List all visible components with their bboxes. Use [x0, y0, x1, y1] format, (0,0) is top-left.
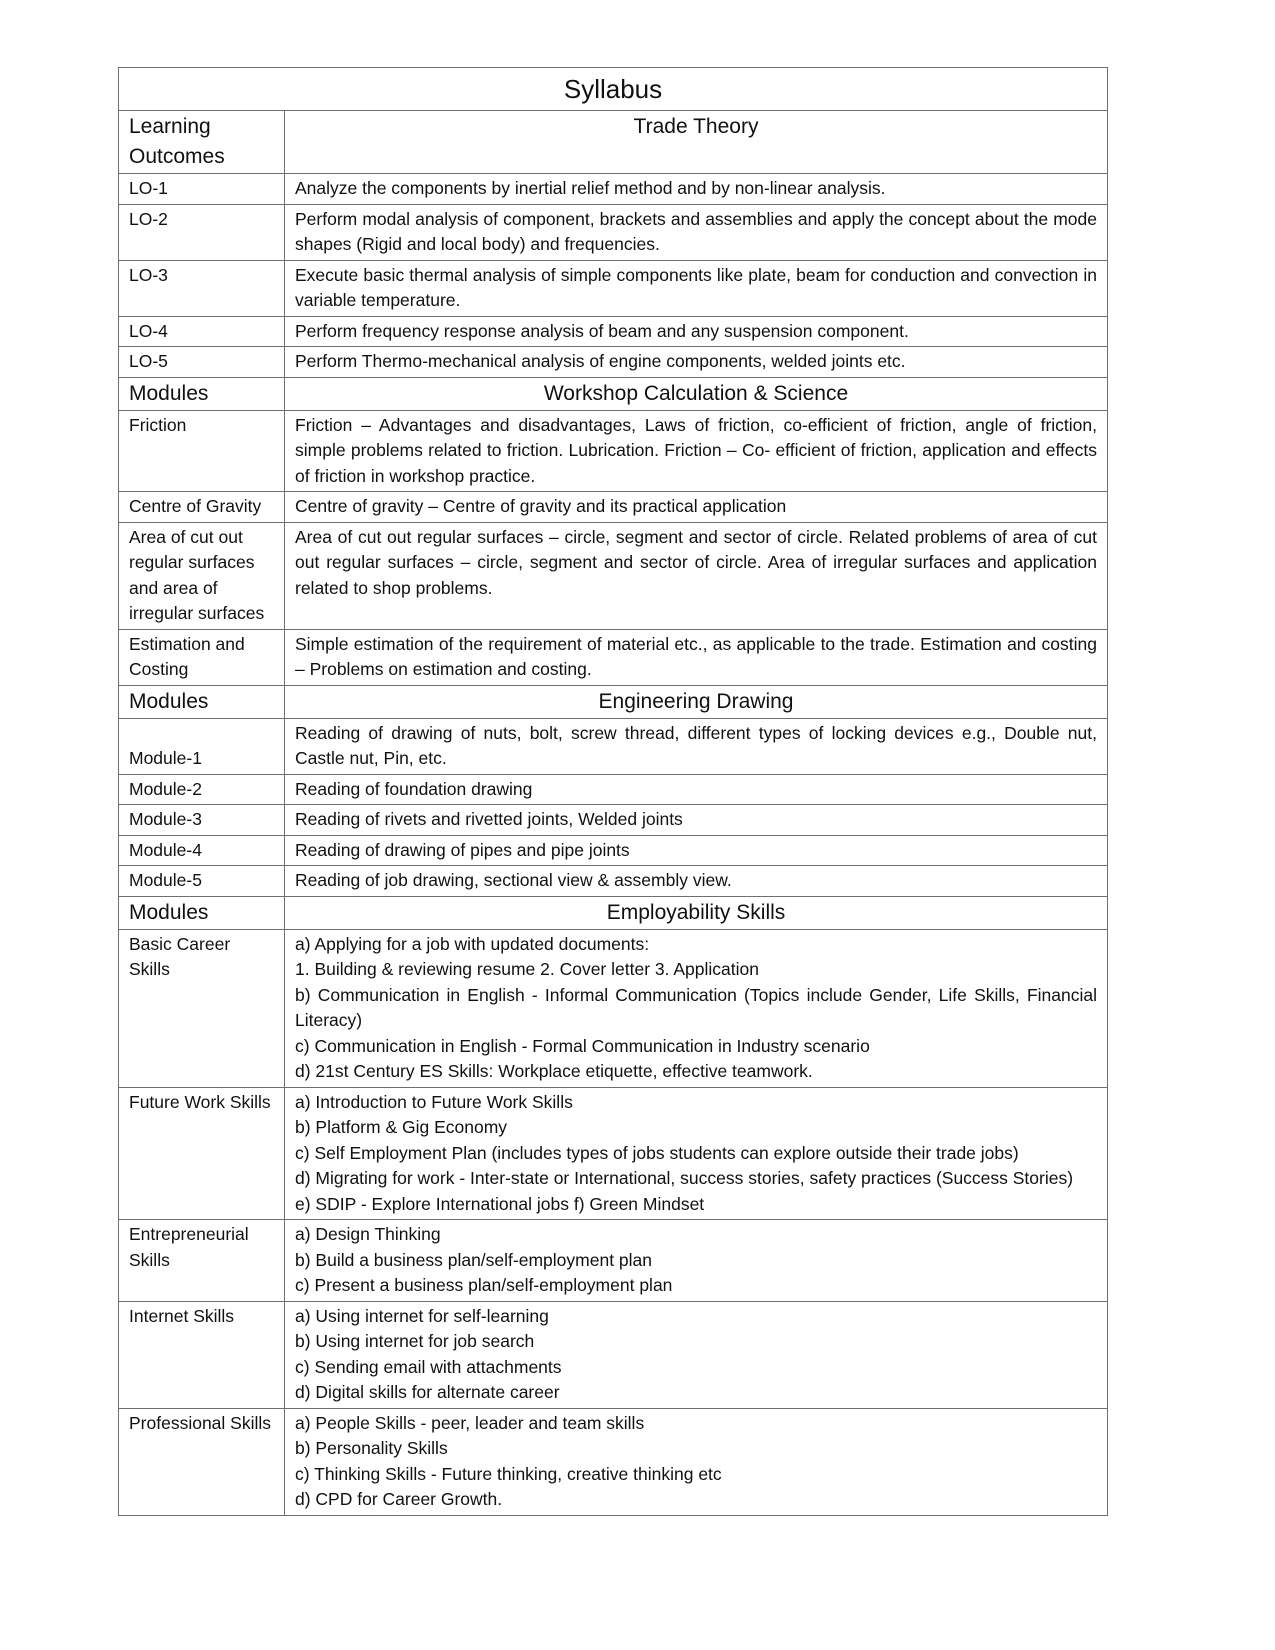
table-row	[119, 1408, 1108, 1515]
section-left-header: Learning Outcomes	[119, 111, 285, 174]
row-text: Area of cut out regular surfaces – circle, segment and sector of circle. Related problems of area of cut out regular surfaces – circle, segment and sector of circle. Area of irregular surfaces and application related to shop problems.	[285, 522, 1108, 629]
row-label: LO-3	[119, 260, 285, 316]
row-text: Friction – Advantages and disadvantages, Laws of friction, co-efficient of friction, angle of friction, simple problems related to friction. Lubrication. Friction – Co- efficient of friction, application and effects of friction in workshop practice.	[285, 410, 1108, 492]
table-row	[119, 410, 1108, 492]
row-label: Module-5	[119, 866, 285, 897]
list-item: a) Design Thinking	[295, 1224, 441, 1244]
syllabus-page	[118, 67, 1107, 1516]
syllabus-table	[118, 67, 1108, 1516]
row-label: LO-1	[119, 174, 285, 205]
row-text: Reading of foundation drawing	[285, 774, 1108, 805]
row-lines	[285, 929, 1108, 1087]
section-title: Workshop Calculation & Science	[285, 377, 1108, 410]
table-row	[119, 805, 1108, 836]
table-row	[119, 835, 1108, 866]
list-item: e) SDIP - Explore International jobs f) Green Mindset	[295, 1193, 705, 1214]
list-item: d) Digital skills for alternate career	[295, 1382, 560, 1402]
table-row	[119, 629, 1108, 685]
row-label: Module-4	[119, 835, 285, 866]
table-row	[119, 1301, 1108, 1408]
title-row	[119, 68, 1108, 111]
row-lines	[285, 1220, 1108, 1302]
row-lines	[285, 1087, 1108, 1220]
row-text: Perform frequency response analysis of beam and any suspension component.	[285, 316, 1108, 347]
row-lines	[285, 1301, 1108, 1408]
list-item: a) Using internet for self-learning	[295, 1305, 549, 1326]
row-label: LO-2	[119, 204, 285, 260]
row-text: Analyze the components by inertial relief method and by non-linear analysis.	[285, 174, 1108, 205]
row-text: Perform Thermo-mechanical analysis of engine components, welded joints etc.	[285, 347, 1108, 378]
list-item: a) Applying for a job with updated documents:	[295, 933, 650, 954]
table-row	[119, 929, 1108, 1087]
page-title: Syllabus	[119, 68, 1108, 111]
row-text: Reading of rivets and rivetted joints, Welded joints	[285, 805, 1108, 836]
section-title: Employability Skills	[285, 896, 1108, 929]
table-row	[119, 718, 1108, 774]
row-label: Module-3	[119, 805, 285, 836]
section-left-header: Modules	[119, 377, 285, 410]
list-item: c) Self Employment Plan (includes types of jobs students can explore outside their trade jobs)	[295, 1142, 1019, 1163]
row-text: Reading of drawing of nuts, bolt, screw thread, different types of locking devices e.g., Double nut, Castle nut, Pin, etc.	[285, 718, 1108, 774]
table-row	[119, 347, 1108, 378]
list-item: b) Communication in English - Informal Communication (Topics include Gender, Life Skills, Financial Literacy)	[295, 984, 1097, 1030]
row-text: Execute basic thermal analysis of simple components like plate, beam for conduction and convection in variable temperature.	[285, 260, 1108, 316]
row-text: Reading of drawing of pipes and pipe joints	[285, 835, 1108, 866]
row-label: Entrepreneurial Skills	[119, 1220, 285, 1302]
table-row	[119, 174, 1108, 205]
list-item: d) CPD for Career Growth.	[295, 1489, 503, 1509]
list-item: 1. Building & reviewing resume 2. Cover letter 3. Application	[295, 959, 759, 979]
list-item: b) Build a business plan/self-employment plan	[295, 1249, 652, 1270]
row-label: LO-4	[119, 316, 285, 347]
list-item: c) Sending email with attachments	[295, 1356, 562, 1377]
table-row	[119, 316, 1108, 347]
table-row	[119, 774, 1108, 805]
list-item: c) Thinking Skills - Future thinking, creative thinking etc	[295, 1463, 722, 1484]
table-row	[119, 522, 1108, 629]
table-row	[119, 492, 1108, 523]
row-lines	[285, 1408, 1108, 1515]
list-item: b) Personality Skills	[295, 1438, 448, 1458]
row-label: Centre of Gravity	[119, 492, 285, 523]
table-row	[119, 866, 1108, 897]
row-label: Module-1	[119, 718, 285, 774]
row-label: Estimation and Costing	[119, 629, 285, 685]
list-item: d) 21st Century ES Skills: Workplace etiquette, effective teamwork.	[295, 1061, 813, 1081]
section-left-header: Modules	[119, 685, 285, 718]
row-label: Area of cut out regular surfaces and area of irregular surfaces	[119, 522, 285, 629]
list-item: b) Using internet for job search	[295, 1331, 535, 1351]
table-row	[119, 204, 1108, 260]
row-text: Centre of gravity – Centre of gravity and its practical application	[285, 492, 1108, 523]
row-label: Professional Skills	[119, 1408, 285, 1515]
section-title: Engineering Drawing	[285, 685, 1108, 718]
section-header-drawing	[119, 685, 1108, 718]
table-row	[119, 1087, 1108, 1220]
row-label: Module-2	[119, 774, 285, 805]
row-text: Reading of job drawing, sectional view & assembly view.	[285, 866, 1108, 897]
list-item: a) Introduction to Future Work Skills	[295, 1091, 573, 1112]
section-header-trade-theory	[119, 111, 1108, 174]
section-header-workshop	[119, 377, 1108, 410]
list-item: b) Platform & Gig Economy	[295, 1117, 508, 1137]
section-left-header: Modules	[119, 896, 285, 929]
list-item: a) People Skills - peer, leader and team skills	[295, 1412, 645, 1433]
section-header-employability	[119, 896, 1108, 929]
list-item: d) Migrating for work - Inter-state or International, success stories, safety practices (Success Stories)	[295, 1168, 1074, 1188]
list-item: c) Present a business plan/self-employment plan	[295, 1275, 673, 1295]
row-text: Simple estimation of the requirement of material etc., as applicable to the trade. Estimation and costing – Problems on estimation and costing.	[285, 629, 1108, 685]
row-label: Basic Career Skills	[119, 929, 285, 1087]
row-text: Perform modal analysis of component, brackets and assemblies and apply the concept about the mode shapes (Rigid and local body) and frequencies.	[285, 204, 1108, 260]
row-label: Internet Skills	[119, 1301, 285, 1408]
table-row	[119, 1220, 1108, 1302]
row-label: LO-5	[119, 347, 285, 378]
row-label: Friction	[119, 410, 285, 492]
section-title: Trade Theory	[285, 111, 1108, 174]
row-label: Future Work Skills	[119, 1087, 285, 1220]
list-item: c) Communication in English - Formal Communication in Industry scenario	[295, 1035, 870, 1056]
table-row	[119, 260, 1108, 316]
